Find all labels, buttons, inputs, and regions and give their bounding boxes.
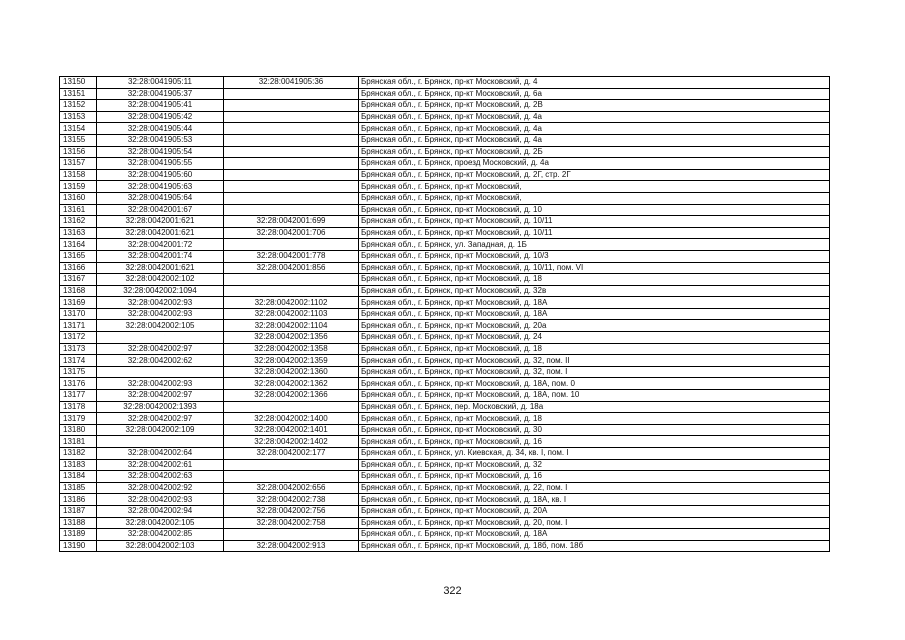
table-row bbox=[60, 436, 830, 448]
object-number-cell: 32:28:0042001:778 bbox=[224, 250, 359, 262]
cadastral-number-cell: 32:28:0042002:61 bbox=[97, 459, 224, 471]
row-number-cell: 13176 bbox=[60, 378, 97, 390]
table-row bbox=[60, 308, 830, 320]
table-row bbox=[60, 459, 830, 471]
address-cell: Брянская обл., г. Брянск, пр-кт Московский, д. 18А bbox=[359, 308, 830, 320]
table-row bbox=[60, 262, 830, 274]
cadastral-number-cell: 32:28:0041905:55 bbox=[97, 158, 224, 170]
row-number-cell: 13161 bbox=[60, 204, 97, 216]
address-cell: Брянская обл., г. Брянск, пр-кт Московский, д. 32в bbox=[359, 285, 830, 297]
row-number-cell: 13150 bbox=[60, 77, 97, 89]
row-number-cell: 13165 bbox=[60, 250, 97, 262]
address-cell: Брянская обл., г. Брянск, пр-кт Московский, д. 4а bbox=[359, 111, 830, 123]
object-number-cell: 32:28:0042002:177 bbox=[224, 448, 359, 460]
cadastral-number-cell: 32:28:0042002:92 bbox=[97, 482, 224, 494]
row-number-cell: 13180 bbox=[60, 424, 97, 436]
cadastral-number-cell bbox=[97, 366, 224, 378]
object-number-cell bbox=[224, 123, 359, 135]
address-cell: Брянская обл., г. Брянск, ул. Западная, д. 1Б bbox=[359, 239, 830, 251]
table-row bbox=[60, 239, 830, 251]
row-number-cell: 13173 bbox=[60, 343, 97, 355]
table-row bbox=[60, 540, 830, 552]
table-row bbox=[60, 366, 830, 378]
cadastral-number-cell: 32:28:0042002:1094 bbox=[97, 285, 224, 297]
object-number-cell: 32:28:0042001:699 bbox=[224, 216, 359, 228]
row-number-cell: 13179 bbox=[60, 413, 97, 425]
row-number-cell: 13152 bbox=[60, 100, 97, 112]
table-row bbox=[60, 355, 830, 367]
object-number-cell: 32:28:0041905:36 bbox=[224, 77, 359, 89]
object-number-cell: 32:28:0042001:706 bbox=[224, 227, 359, 239]
cadastral-number-cell: 32:28:0042002:1393 bbox=[97, 401, 224, 413]
row-number-cell: 13166 bbox=[60, 262, 97, 274]
object-number-cell bbox=[224, 192, 359, 204]
row-number-cell: 13185 bbox=[60, 482, 97, 494]
cadastral-number-cell: 32:28:0042002:63 bbox=[97, 471, 224, 483]
object-number-cell bbox=[224, 100, 359, 112]
object-number-cell: 32:28:0042002:1362 bbox=[224, 378, 359, 390]
table-row bbox=[60, 134, 830, 146]
cadastral-number-cell: 32:28:0042002:93 bbox=[97, 297, 224, 309]
object-number-cell: 32:28:0042002:1366 bbox=[224, 390, 359, 402]
object-number-cell bbox=[224, 181, 359, 193]
object-number-cell bbox=[224, 239, 359, 251]
cadastral-number-cell: 32:28:0042001:72 bbox=[97, 239, 224, 251]
address-cell: Брянская обл., г. Брянск, пр-кт Московский, д. 18А bbox=[359, 297, 830, 309]
table-row bbox=[60, 77, 830, 89]
address-cell: Брянская обл., г. Брянск, пр-кт Московский, bbox=[359, 181, 830, 193]
cadastral-number-cell: 32:28:0041905:11 bbox=[97, 77, 224, 89]
address-cell: Брянская обл., г. Брянск, пр-кт Московский, д. 18б, пом. 18б bbox=[359, 540, 830, 552]
row-number-cell: 13169 bbox=[60, 297, 97, 309]
page-number: 322 bbox=[443, 585, 462, 597]
object-number-cell: 32:28:0042002:1402 bbox=[224, 436, 359, 448]
cadastral-number-cell: 32:28:0042001:621 bbox=[97, 227, 224, 239]
cadastral-number-cell: 32:28:0042002:97 bbox=[97, 413, 224, 425]
table-row bbox=[60, 100, 830, 112]
cadastral-number-cell: 32:28:0042002:97 bbox=[97, 390, 224, 402]
table-row bbox=[60, 227, 830, 239]
row-number-cell: 13153 bbox=[60, 111, 97, 123]
object-number-cell bbox=[224, 401, 359, 413]
object-number-cell: 32:28:0042002:1400 bbox=[224, 413, 359, 425]
row-number-cell: 13189 bbox=[60, 529, 97, 541]
row-number-cell: 13183 bbox=[60, 459, 97, 471]
table-row bbox=[60, 158, 830, 170]
object-number-cell bbox=[224, 111, 359, 123]
address-cell: Брянская обл., г. Брянск, ул. Киевская, д. 34, кв. I, пом. I bbox=[359, 448, 830, 460]
row-number-cell: 13177 bbox=[60, 390, 97, 402]
address-cell: Брянская обл., г. Брянск, пр-кт Московский, д. 18А, пом. 10 bbox=[359, 390, 830, 402]
address-cell: Брянская обл., г. Брянск, пр-кт Московский, bbox=[359, 192, 830, 204]
object-number-cell: 32:28:0042002:758 bbox=[224, 517, 359, 529]
object-number-cell bbox=[224, 146, 359, 158]
table-row bbox=[60, 169, 830, 181]
table-row bbox=[60, 529, 830, 541]
address-cell: Брянская обл., г. Брянск, пр-кт Московский, д. 18А, пом. 0 bbox=[359, 378, 830, 390]
address-cell: Брянская обл., г. Брянск, пр-кт Московский, д. 18 bbox=[359, 274, 830, 286]
address-cell: Брянская обл., г. Брянск, пр-кт Московский, д. 18 bbox=[359, 413, 830, 425]
cadastral-number-cell: 32:28:0041905:44 bbox=[97, 123, 224, 135]
cadastral-number-cell: 32:28:0042002:103 bbox=[97, 540, 224, 552]
row-number-cell: 13159 bbox=[60, 181, 97, 193]
row-number-cell: 13160 bbox=[60, 192, 97, 204]
table-row bbox=[60, 494, 830, 506]
row-number-cell: 13186 bbox=[60, 494, 97, 506]
registry-table-body bbox=[60, 77, 830, 552]
object-number-cell: 32:28:0042002:1104 bbox=[224, 320, 359, 332]
object-number-cell bbox=[224, 88, 359, 100]
cadastral-number-cell: 32:28:0042001:621 bbox=[97, 216, 224, 228]
address-cell: Брянская обл., г. Брянск, пр-кт Московский, д. 6а bbox=[359, 88, 830, 100]
cadastral-number-cell: 32:28:0042002:97 bbox=[97, 343, 224, 355]
cadastral-number-cell: 32:28:0042002:85 bbox=[97, 529, 224, 541]
row-number-cell: 13175 bbox=[60, 366, 97, 378]
object-number-cell bbox=[224, 169, 359, 181]
row-number-cell: 13170 bbox=[60, 308, 97, 320]
object-number-cell bbox=[224, 471, 359, 483]
table-row bbox=[60, 332, 830, 344]
row-number-cell: 13178 bbox=[60, 401, 97, 413]
object-number-cell bbox=[224, 204, 359, 216]
table-row bbox=[60, 250, 830, 262]
cadastral-number-cell: 32:28:0041905:53 bbox=[97, 134, 224, 146]
table-row bbox=[60, 285, 830, 297]
row-number-cell: 13162 bbox=[60, 216, 97, 228]
row-number-cell: 13188 bbox=[60, 517, 97, 529]
table-row bbox=[60, 482, 830, 494]
address-cell: Брянская обл., г. Брянск, пр-кт Московский, д. 30 bbox=[359, 424, 830, 436]
table-row bbox=[60, 274, 830, 286]
row-number-cell: 13171 bbox=[60, 320, 97, 332]
table-row bbox=[60, 517, 830, 529]
address-cell: Брянская обл., г. Брянск, пр-кт Московский, д. 2Б bbox=[359, 146, 830, 158]
table-row bbox=[60, 413, 830, 425]
table-row bbox=[60, 146, 830, 158]
row-number-cell: 13182 bbox=[60, 448, 97, 460]
row-number-cell: 13172 bbox=[60, 332, 97, 344]
table-row bbox=[60, 505, 830, 517]
object-number-cell: 32:28:0042002:1358 bbox=[224, 343, 359, 355]
row-number-cell: 13184 bbox=[60, 471, 97, 483]
address-cell: Брянская обл., г. Брянск, пр-кт Московский, д. 2В bbox=[359, 100, 830, 112]
row-number-cell: 13151 bbox=[60, 88, 97, 100]
row-number-cell: 13156 bbox=[60, 146, 97, 158]
object-number-cell: 32:28:0042002:756 bbox=[224, 505, 359, 517]
address-cell: Брянская обл., г. Брянск, пр-кт Московский, д. 32, пом. II bbox=[359, 355, 830, 367]
cadastral-number-cell: 32:28:0042002:93 bbox=[97, 494, 224, 506]
table-row bbox=[60, 343, 830, 355]
object-number-cell bbox=[224, 529, 359, 541]
table-row bbox=[60, 297, 830, 309]
address-cell: Брянская обл., г. Брянск, пр-кт Московский, д. 32, пом. I bbox=[359, 366, 830, 378]
address-cell: Брянская обл., г. Брянск, пр-кт Московский, д. 18 bbox=[359, 343, 830, 355]
row-number-cell: 13155 bbox=[60, 134, 97, 146]
address-cell: Брянская обл., г. Брянск, пр-кт Московский, д. 18А, кв. I bbox=[359, 494, 830, 506]
object-number-cell: 32:28:0042002:1360 bbox=[224, 366, 359, 378]
row-number-cell: 13174 bbox=[60, 355, 97, 367]
object-number-cell: 32:28:0042002:1103 bbox=[224, 308, 359, 320]
row-number-cell: 13190 bbox=[60, 540, 97, 552]
cadastral-number-cell: 32:28:0042002:102 bbox=[97, 274, 224, 286]
object-number-cell: 32:28:0042002:1356 bbox=[224, 332, 359, 344]
object-number-cell: 32:28:0042002:738 bbox=[224, 494, 359, 506]
object-number-cell: 32:28:0042002:1359 bbox=[224, 355, 359, 367]
address-cell: Брянская обл., г. Брянск, пр-кт Московский, д. 2Г, стр. 2Г bbox=[359, 169, 830, 181]
object-number-cell bbox=[224, 274, 359, 286]
row-number-cell: 13164 bbox=[60, 239, 97, 251]
address-cell: Брянская обл., г. Брянск, пр-кт Московский, д. 24 bbox=[359, 332, 830, 344]
table-row bbox=[60, 424, 830, 436]
cadastral-number-cell bbox=[97, 332, 224, 344]
address-cell: Брянская обл., г. Брянск, пр-кт Московский, д. 16 bbox=[359, 471, 830, 483]
cadastral-number-cell: 32:28:0042002:105 bbox=[97, 320, 224, 332]
address-cell: Брянская обл., г. Брянск, пр-кт Московский, д. 18А bbox=[359, 529, 830, 541]
cadastral-number-cell: 32:28:0041905:64 bbox=[97, 192, 224, 204]
address-cell: Брянская обл., г. Брянск, пр-кт Московский, д. 4а bbox=[359, 123, 830, 135]
table-row bbox=[60, 471, 830, 483]
object-number-cell bbox=[224, 285, 359, 297]
table-row bbox=[60, 390, 830, 402]
cadastral-number-cell: 32:28:0041905:60 bbox=[97, 169, 224, 181]
table-row bbox=[60, 378, 830, 390]
table-row bbox=[60, 123, 830, 135]
address-cell: Брянская обл., г. Брянск, пр-кт Московский, д. 32 bbox=[359, 459, 830, 471]
address-cell: Брянская обл., г. Брянск, пер. Московский, д. 18а bbox=[359, 401, 830, 413]
cadastral-number-cell: 32:28:0042002:62 bbox=[97, 355, 224, 367]
table-row bbox=[60, 216, 830, 228]
address-cell: Брянская обл., г. Брянск, пр-кт Московский, д. 20, пом. I bbox=[359, 517, 830, 529]
address-cell: Брянская обл., г. Брянск, пр-кт Московский, д. 20А bbox=[359, 505, 830, 517]
cadastral-number-cell: 32:28:0041905:63 bbox=[97, 181, 224, 193]
cadastral-number-cell: 32:28:0041905:37 bbox=[97, 88, 224, 100]
cadastral-number-cell bbox=[97, 436, 224, 448]
row-number-cell: 13187 bbox=[60, 505, 97, 517]
row-number-cell: 13168 bbox=[60, 285, 97, 297]
address-cell: Брянская обл., г. Брянск, пр-кт Московский, д. 4 bbox=[359, 77, 830, 89]
address-cell: Брянская обл., г. Брянск, пр-кт Московский, д. 20а bbox=[359, 320, 830, 332]
table-row bbox=[60, 204, 830, 216]
cadastral-number-cell: 32:28:0042002:93 bbox=[97, 378, 224, 390]
address-cell: Брянская обл., г. Брянск, пр-кт Московский, д. 10 bbox=[359, 204, 830, 216]
address-cell: Брянская обл., г. Брянск, пр-кт Московский, д. 10/11 bbox=[359, 216, 830, 228]
cadastral-number-cell: 32:28:0042001:621 bbox=[97, 262, 224, 274]
row-number-cell: 13158 bbox=[60, 169, 97, 181]
cadastral-number-cell: 32:28:0042002:93 bbox=[97, 308, 224, 320]
address-cell: Брянская обл., г. Брянск, пр-кт Московский, д. 4а bbox=[359, 134, 830, 146]
row-number-cell: 13167 bbox=[60, 274, 97, 286]
cadastral-number-cell: 32:28:0042002:94 bbox=[97, 505, 224, 517]
cadastral-number-cell: 32:28:0042002:109 bbox=[97, 424, 224, 436]
cadastral-number-cell: 32:28:0041905:42 bbox=[97, 111, 224, 123]
address-cell: Брянская обл., г. Брянск, пр-кт Московский, д. 10/3 bbox=[359, 250, 830, 262]
registry-table bbox=[59, 76, 830, 552]
table-row bbox=[60, 88, 830, 100]
table-row bbox=[60, 401, 830, 413]
address-cell: Брянская обл., г. Брянск, пр-кт Московский, д. 22, пом. I bbox=[359, 482, 830, 494]
object-number-cell bbox=[224, 158, 359, 170]
cadastral-number-cell: 32:28:0042002:64 bbox=[97, 448, 224, 460]
address-cell: Брянская обл., г. Брянск, проезд Московский, д. 4а bbox=[359, 158, 830, 170]
cadastral-number-cell: 32:28:0041905:41 bbox=[97, 100, 224, 112]
row-number-cell: 13181 bbox=[60, 436, 97, 448]
cadastral-number-cell: 32:28:0042002:105 bbox=[97, 517, 224, 529]
table-row bbox=[60, 192, 830, 204]
table-row bbox=[60, 111, 830, 123]
object-number-cell: 32:28:0042001:856 bbox=[224, 262, 359, 274]
address-cell: Брянская обл., г. Брянск, пр-кт Московский, д. 16 bbox=[359, 436, 830, 448]
object-number-cell: 32:28:0042002:1102 bbox=[224, 297, 359, 309]
row-number-cell: 13157 bbox=[60, 158, 97, 170]
cadastral-number-cell: 32:28:0042001:74 bbox=[97, 250, 224, 262]
address-cell: Брянская обл., г. Брянск, пр-кт Московский, д. 10/11, пом. VI bbox=[359, 262, 830, 274]
object-number-cell bbox=[224, 459, 359, 471]
address-cell: Брянская обл., г. Брянск, пр-кт Московский, д. 10/11 bbox=[359, 227, 830, 239]
cadastral-number-cell: 32:28:0041905:54 bbox=[97, 146, 224, 158]
table-row bbox=[60, 448, 830, 460]
table-row bbox=[60, 181, 830, 193]
row-number-cell: 13163 bbox=[60, 227, 97, 239]
table-row bbox=[60, 320, 830, 332]
object-number-cell bbox=[224, 134, 359, 146]
row-number-cell: 13154 bbox=[60, 123, 97, 135]
object-number-cell: 32:28:0042002:1401 bbox=[224, 424, 359, 436]
object-number-cell: 32:28:0042002:656 bbox=[224, 482, 359, 494]
object-number-cell: 32:28:0042002:913 bbox=[224, 540, 359, 552]
cadastral-number-cell: 32:28:0042001:67 bbox=[97, 204, 224, 216]
